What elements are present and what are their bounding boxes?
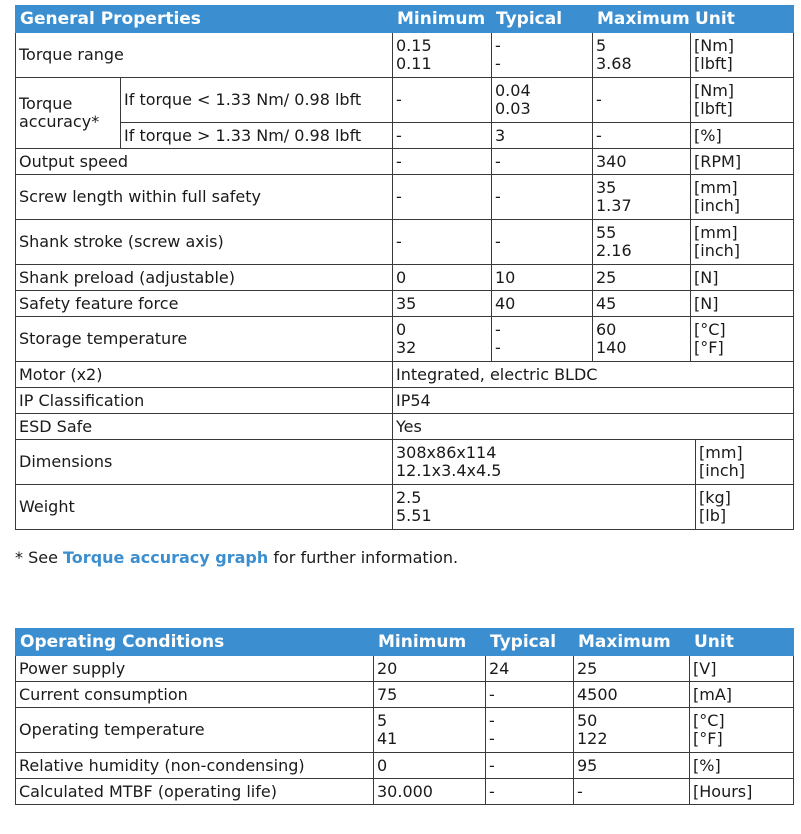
row-label: Weight xyxy=(16,485,393,530)
row-label: Safety feature force xyxy=(16,291,393,317)
typ-cell: - - xyxy=(486,708,574,753)
typ-cell: - xyxy=(486,753,574,779)
max-cell: 45 xyxy=(593,291,691,317)
table-row xyxy=(16,265,794,291)
min-cell: - xyxy=(393,123,492,149)
typ-cell: 40 xyxy=(492,291,593,317)
row-label: Shank preload (adjustable) xyxy=(16,265,393,291)
footnote-prefix: * See xyxy=(15,548,64,567)
max-cell: 60 140 xyxy=(593,317,691,362)
header-typical: Typical xyxy=(486,629,574,656)
value-cell: Yes xyxy=(393,414,794,440)
table-header-row xyxy=(16,629,794,656)
min-cell: 30.000 xyxy=(374,779,486,805)
row-label: Operating temperature xyxy=(16,708,374,753)
max-cell: 340 xyxy=(593,149,691,175)
max-cell: - xyxy=(593,123,691,149)
max-cell: 4500 xyxy=(574,682,690,708)
unit-cell: [Hours] xyxy=(690,779,794,805)
min-cell: 0 32 xyxy=(393,317,492,362)
min-cell: - xyxy=(393,149,492,175)
table-row xyxy=(16,753,794,779)
min-cell: - xyxy=(393,78,492,123)
header-unit: Unit xyxy=(690,629,794,656)
table-row xyxy=(16,78,794,123)
header-minimum: Minimum xyxy=(393,6,492,33)
min-cell: 35 xyxy=(393,291,492,317)
table-row xyxy=(16,291,794,317)
typ-cell: - - xyxy=(492,317,593,362)
table-header-row xyxy=(16,6,794,33)
min-cell: 0 xyxy=(393,265,492,291)
table-row xyxy=(16,440,794,485)
row-label: IP Classification xyxy=(16,388,393,414)
header-typical: Typical xyxy=(492,6,593,33)
footnote-suffix: for further information. xyxy=(268,548,459,567)
row-label: Torque accuracy* xyxy=(16,78,121,149)
row-label: Relative humidity (non-condensing) xyxy=(16,753,374,779)
header-minimum: Minimum xyxy=(374,629,486,656)
row-label: Storage temperature xyxy=(16,317,393,362)
table-row xyxy=(16,485,794,530)
min-cell: 75 xyxy=(374,682,486,708)
row-label: Current consumption xyxy=(16,682,374,708)
row-label: Dimensions xyxy=(16,440,393,485)
table-row xyxy=(16,175,794,220)
table-row xyxy=(16,123,794,149)
max-cell: 50 122 xyxy=(574,708,690,753)
row-label: Motor (x2) xyxy=(16,362,393,388)
typ-cell: - xyxy=(486,779,574,805)
value-cell: 2.5 5.51 xyxy=(393,485,696,530)
unit-cell: [°C] [°F] xyxy=(691,317,794,362)
min-cell: 20 xyxy=(374,656,486,682)
typ-cell: - xyxy=(492,149,593,175)
table-row xyxy=(16,682,794,708)
table-row xyxy=(16,33,794,78)
row-label: Torque range xyxy=(16,33,393,78)
typ-cell: 3 xyxy=(492,123,593,149)
header-unit: Unit xyxy=(691,6,794,33)
max-cell: - xyxy=(593,78,691,123)
row-label: Calculated MTBF (operating life) xyxy=(16,779,374,805)
min-cell: 0 xyxy=(374,753,486,779)
table-row xyxy=(16,779,794,805)
row-label: Power supply xyxy=(16,656,374,682)
unit-cell: [Nm] [lbft] xyxy=(691,78,794,123)
table-row xyxy=(16,388,794,414)
unit-cell: [RPM] xyxy=(691,149,794,175)
max-cell: 25 xyxy=(574,656,690,682)
unit-cell: [Nm] [lbft] xyxy=(691,33,794,78)
max-cell: - xyxy=(574,779,690,805)
table-row xyxy=(16,414,794,440)
table-row xyxy=(16,708,794,753)
condition-cell: If torque > 1.33 Nm/ 0.98 lbft xyxy=(121,123,393,149)
max-cell: 5 3.68 xyxy=(593,33,691,78)
table-row xyxy=(16,656,794,682)
unit-cell: [mm] [inch] xyxy=(691,220,794,265)
unit-cell: [kg] [lb] xyxy=(696,485,794,530)
value-cell: Integrated, electric BLDC xyxy=(393,362,794,388)
min-cell: 5 41 xyxy=(374,708,486,753)
operating-conditions-table xyxy=(15,628,794,805)
max-cell: 35 1.37 xyxy=(593,175,691,220)
typ-cell: - xyxy=(486,682,574,708)
typ-cell: - - xyxy=(492,33,593,78)
min-cell: - xyxy=(393,175,492,220)
value-cell: IP54 xyxy=(393,388,794,414)
typ-cell: 0.04 0.03 xyxy=(492,78,593,123)
table-row xyxy=(16,317,794,362)
row-label: Output speed xyxy=(16,149,393,175)
unit-cell: [N] xyxy=(691,291,794,317)
typ-cell: - xyxy=(492,220,593,265)
header-general-properties: General Properties xyxy=(16,6,393,33)
min-cell: 0.15 0.11 xyxy=(393,33,492,78)
header-maximum: Maximum xyxy=(593,6,691,33)
value-cell: 308x86x114 12.1x3.4x4.5 xyxy=(393,440,696,485)
unit-cell: [%] xyxy=(690,753,794,779)
unit-cell: [%] xyxy=(691,123,794,149)
row-label: ESD Safe xyxy=(16,414,393,440)
row-label: Shank stroke (screw axis) xyxy=(16,220,393,265)
general-properties-table xyxy=(15,5,794,530)
header-maximum: Maximum xyxy=(574,629,690,656)
max-cell: 55 2.16 xyxy=(593,220,691,265)
footnote xyxy=(15,548,458,568)
table-row xyxy=(16,149,794,175)
unit-cell: [V] xyxy=(690,656,794,682)
unit-cell: [mA] xyxy=(690,682,794,708)
min-cell: - xyxy=(393,220,492,265)
torque-accuracy-graph-link[interactable]: Torque accuracy graph xyxy=(63,548,269,567)
table-row xyxy=(16,362,794,388)
max-cell: 25 xyxy=(593,265,691,291)
typ-cell: 10 xyxy=(492,265,593,291)
unit-cell: [N] xyxy=(691,265,794,291)
unit-cell: [°C] [°F] xyxy=(690,708,794,753)
typ-cell: - xyxy=(492,175,593,220)
header-operating-conditions: Operating Conditions xyxy=(16,629,374,656)
typ-cell: 24 xyxy=(486,656,574,682)
unit-cell: [mm] [inch] xyxy=(691,175,794,220)
table-row xyxy=(16,220,794,265)
unit-cell: [mm] [inch] xyxy=(696,440,794,485)
row-label: Screw length within full safety xyxy=(16,175,393,220)
max-cell: 95 xyxy=(574,753,690,779)
condition-cell: If torque < 1.33 Nm/ 0.98 lbft xyxy=(121,78,393,123)
